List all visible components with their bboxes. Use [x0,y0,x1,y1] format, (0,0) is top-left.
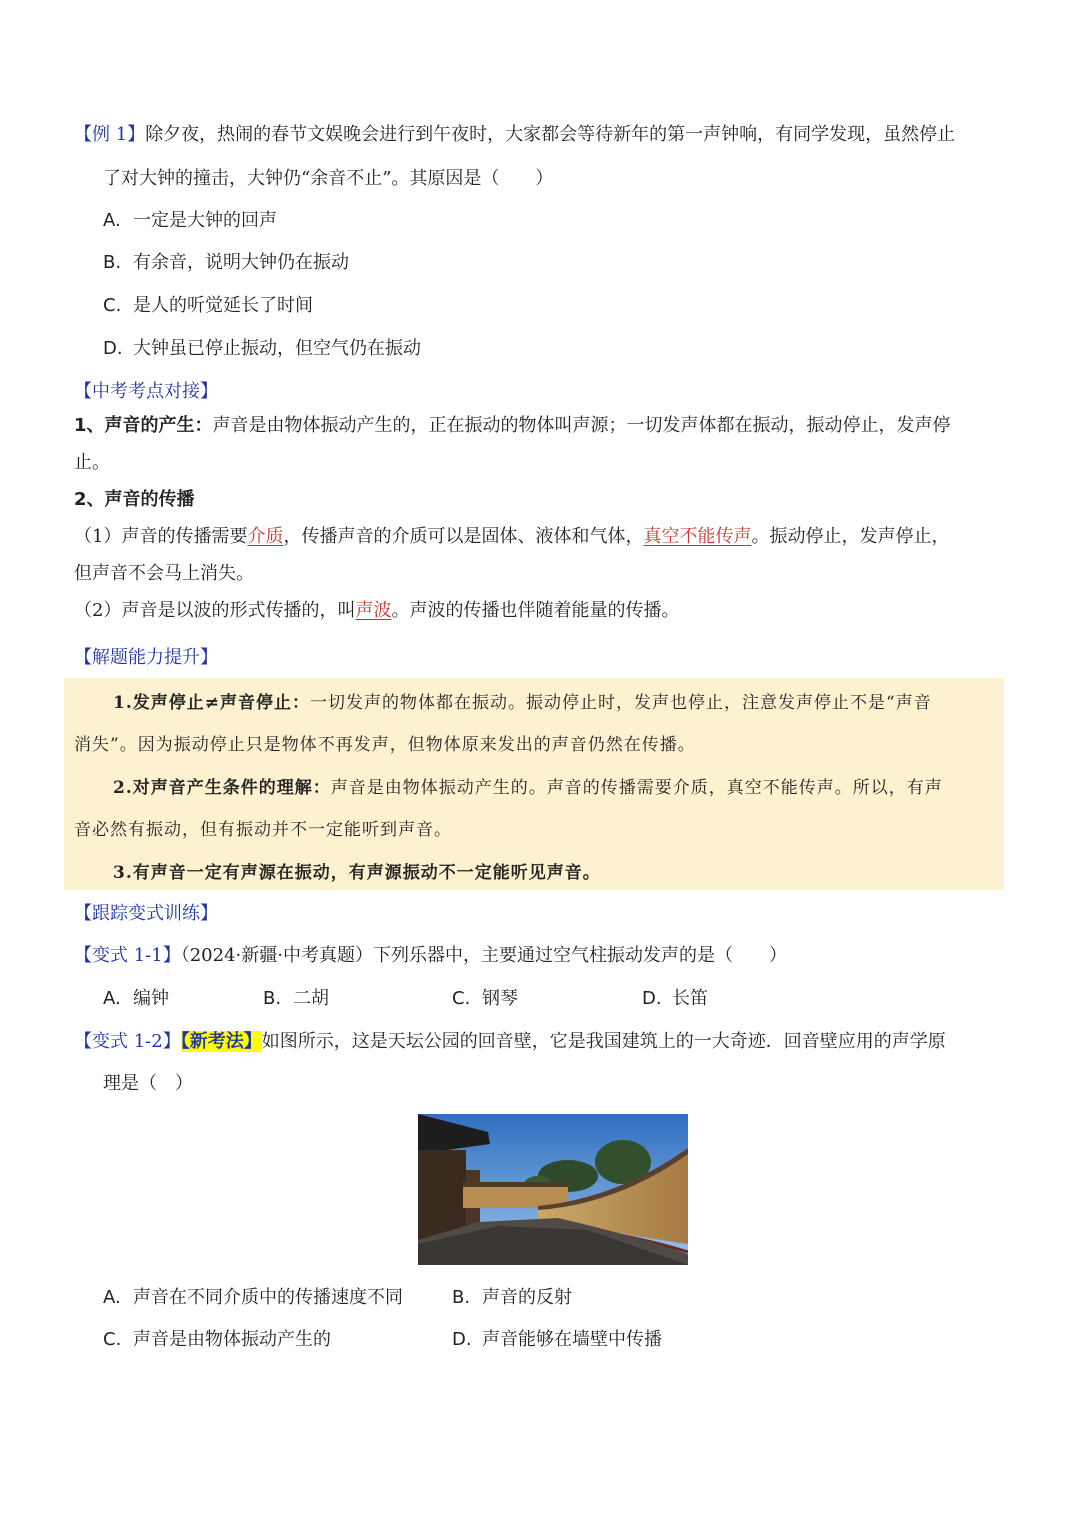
option-text: 长笛 [672,988,708,1009]
variant-1-1-tag: 【变式 1-1】 [74,945,181,966]
option-text: 是人的听觉延长了时间 [133,295,313,316]
option-label: D. [103,338,123,359]
text-segment: （2）声音是以波的形式传播的，叫 [74,600,356,621]
text-segment: （1）声音的传播需要 [74,526,248,547]
variant-1-2-text: 如图所示，这是天坛公园的回音壁，它是我国建筑上的一大奇迹．回音壁应用的声学原 [261,1031,946,1052]
option-label: A. [103,1287,121,1308]
option-label: C. [103,295,122,316]
tip-1-line2: 消失”。因为振动停止只是物体不再发声，但物体原来发出的声音仍然在传播。 [74,735,696,755]
option-text: 一定是大钟的回声 [133,210,277,231]
tip-2-line2: 音必然有振动，但有振动并不一定能听到声音。 [74,820,452,840]
variant-1-2-option-d [452,1328,662,1352]
echo-wall-photo [418,1114,688,1265]
tip-2-text: 声音是由物体振动产生的。声音的传播需要介质，真空不能传声。所以，有声 [330,778,943,798]
answer-medium: 介质 [247,526,284,547]
variant-1-2-tag: 【变式 1-2】 [74,1031,181,1052]
new-method-badge: 【新考法】 [180,1031,262,1052]
exam-point-1-line2: 止。 [74,452,110,473]
example1-question-line2: 了对大钟的撞击，大钟仍“余音不止”。其原因是（ ） [103,168,554,189]
option-label: C. [452,988,471,1009]
option-label: A. [103,210,121,231]
variant-1-1-option-b [263,987,329,1011]
example1-option-a [103,209,277,233]
example1-tag: 【例 1】 [74,124,146,145]
variant-1-1-option-a [103,987,169,1011]
option-text: 声音在不同介质中的传播速度不同 [133,1287,403,1308]
variant-1-1-text: （2024·新疆·中考真题）下列乐器中，主要通过空气柱振动发声的是（ ） [180,945,787,966]
option-label: B. [263,988,282,1009]
option-label: D. [642,988,662,1009]
option-text: 大钟虽已停止振动，但空气仍在振动 [133,338,421,359]
variant-1-2-option-c [103,1328,331,1352]
text-segment: 。声波的传播也伴随着能量的传播。 [391,600,680,621]
variant-1-2-question-line2: 理是（ ） [103,1073,193,1094]
variant-1-2-option-b [452,1286,572,1310]
exam-point-1-line1 [74,414,951,438]
variant-1-1-question [74,944,787,968]
example1-option-b [103,251,349,275]
tip-1-line1 [113,691,932,715]
text-segment: ，传播声音的介质可以是固体、液体和气体， [283,526,644,547]
option-text: 钢琴 [482,988,518,1009]
text-segment: 。振动停止，发声停止， [751,526,950,547]
option-label: C. [103,1329,122,1350]
tip-1-title: 1.发声停止≠声音停止： [113,693,310,713]
example1-question-line1 [74,123,955,147]
answer-sound-wave: 声波 [355,600,392,621]
example1-text-1: 除夕夜，热闹的春节文娱晚会进行到午夜时，大家都会等待新年的第一声钟响，有同学发现，虽然停止 [145,124,956,145]
training-heading: 【跟踪变式训练】 [74,903,218,924]
exam-point-2a-line2: 但声音不会马上消失。 [74,563,254,584]
option-text: 编钟 [133,988,169,1009]
tip-1-text: 一切发声的物体都在振动。振动停止时，发声也停止，注意发声停止不是“声音 [310,693,932,713]
tip-2-title: 2.对声音产生条件的理解： [113,778,331,798]
variant-1-1-option-d [642,987,708,1011]
exam-points-heading: 【中考考点对接】 [74,381,218,402]
exam-point-1-title: 1、声音的产生： [74,415,213,436]
option-label: A. [103,988,121,1009]
option-text: 声音是由物体振动产生的 [133,1329,331,1350]
tip-3: 3.有声音一定有声源在振动，有声源振动不一定能听见声音。 [113,863,601,883]
example1-option-d [103,337,421,361]
example1-option-c [103,294,313,318]
variant-1-2-question-line1 [74,1030,946,1054]
option-label: B. [452,1287,471,1308]
option-text: 有余音，说明大钟仍在振动 [133,252,349,273]
skills-heading: 【解题能力提升】 [74,647,218,668]
variant-1-2-option-a [103,1286,403,1310]
tip-2-line1 [113,776,943,800]
variant-1-1-option-c [452,987,518,1011]
option-label: D. [452,1329,472,1350]
exam-point-2a-line1 [74,525,949,549]
exam-point-2-title: 2、声音的传播 [74,489,195,510]
option-text: 声音的反射 [482,1287,572,1308]
option-label: B. [103,252,122,273]
exam-point-1-text: 声音是由物体振动产生的，正在振动的物体叫声源；一切发声体都在振动，振动停止，发声停 [212,415,951,436]
exam-point-2b [74,599,679,623]
answer-vacuum: 真空不能传声 [643,526,752,547]
option-text: 声音能够在墙壁中传播 [482,1329,662,1350]
option-text: 二胡 [293,988,329,1009]
